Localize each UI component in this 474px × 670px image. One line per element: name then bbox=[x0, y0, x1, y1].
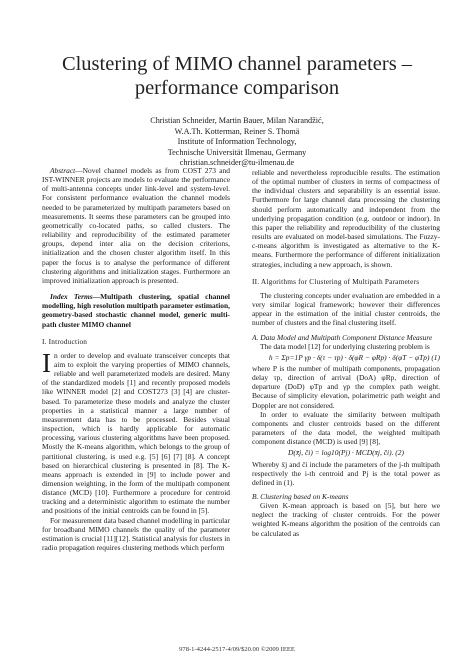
right-column bbox=[252, 168, 440, 538]
left-column bbox=[42, 166, 230, 552]
section-heading-algorithms: II. Algorithms for Clustering of Multipath Parameters bbox=[252, 276, 420, 286]
affiliation-line-2: Technische Universität Ilmenau, Germany bbox=[167, 147, 307, 157]
affiliation-line-1: Institute of Information Technology, bbox=[177, 137, 297, 147]
index-terms bbox=[42, 292, 230, 329]
right-paragraph-7: Given K-mean approach is based on [5], but here we neglect the tracking of cluster centroids. For the power weighted K-means algorithm the position of the centroids can be calculated as bbox=[252, 501, 440, 538]
right-paragraph-4: where P is the number of multipath components, propagation delay τp, direction of arrival (DoA) φRp, direction of departure (DoD) φTp and γp the complex path weight. Because of simplicity elevation, polarimetric path weight and Doppler are not considered. bbox=[252, 363, 440, 410]
index-terms-text: —Multipath clustering, spatial channel modelling, high resolution multipath parameter estimation, geometry-based stochastic channel model, generic multi-path cluster MIMO channel bbox=[42, 292, 230, 329]
right-paragraph-2: The clustering concepts under evaluation are embedded in a very similar logical framework; however their differences appear in the estimation of the initial cluster centroids, the number of clusters and the final clustering itself. bbox=[252, 290, 440, 328]
author-block bbox=[60, 116, 414, 169]
right-paragraph-5: In order to evaluate the similarity between multipath components and cluster centroids based on the different parameters of the data model, the weighted multipath component distance (MCD) is used [9] [8], bbox=[252, 409, 440, 447]
abstract-label: Abstract bbox=[50, 166, 76, 175]
author-names-2: W.A.Th. Kotterman, Reiner S. Thomä bbox=[174, 126, 300, 136]
right-paragraph-6: Whereby x̄j and c̄i include the parameters of the j-th multipath respectively the i-th centroid and Pj is the total power as defined in (1). bbox=[252, 459, 440, 487]
equation-1: h = Σp=1P γp · δ(τ − τp) · δ(φR − φRp) · δ(φT − φTp) (1) bbox=[268, 352, 440, 362]
index-terms-label: Index Terms bbox=[50, 292, 93, 302]
right-paragraph-1: reliable and nevertheless reproducible results. The estimation of the optimal number of clusters in terms of compactness of the individual clusters and separability is an essential issue. Furthermore for large channel data processing the clustering should perform automatically and independent from the underlying propagation condition (e.g. outdoor or indoor). In this paper the reliability and reproducibility of the clustering results are evaluated on model-based simulations. The Fuzzy-c-means algorithm is investigated as alternative to the K-means. Furthermore the performance of different initialization strategies, including a new approach, is shown. bbox=[252, 168, 440, 269]
subsection-heading-a: A. Data Model and Multipath Component Distance Measure bbox=[252, 332, 433, 342]
drop-cap: I bbox=[42, 347, 51, 378]
right-paragraph-3: The data model [12] for underlying clustering problem is bbox=[260, 341, 430, 351]
author-names: Christian Schneider, Martin Bauer, Milan Narandžić, bbox=[150, 116, 324, 125]
intro-paragraph-1 bbox=[42, 347, 230, 516]
section-heading-introduction: I. Introduction bbox=[42, 336, 88, 346]
subsection-heading-b: B. Clustering based on K-means bbox=[252, 492, 349, 501]
abstract bbox=[42, 166, 230, 285]
copyright-footer: 978-1-4244-2517-4/09/$20.00 ©2009 IEEE bbox=[179, 646, 295, 653]
intro-text-1: n order to develop and evaluate transceiver concepts that aim to exploit the varying properties of MIMO channels, reliable and well parameterized models are desired. Many of the standardized models [1] and recently proposed models like WINNER model [2] and COST273 [3] [4] are cluster-based. To parameterize these models and analyze the cluster properties in a statistical manner a large number of measurement data has to be processed. Besides visual inspection, which is hardly applicable for automatic processing, various clustering algorithms have been proposed. Mostly the K-means algorithm, which belongs to the group of partitional clustering, is used e.g. [5] [6] [7] [8]. A concept based on hierarchical clustering is presented in [8]. The K-means approach is extended in [9] to include power and dimension weighting, in the form of the multipath component distance (MCD) [10]. Furthermore a procedure for centroid tracking and a deterministic algorithm to estimate the number and positions of the initial centroids can be found in [5]. bbox=[42, 350, 230, 516]
author-email: christian.schneider@tu-ilmenau.de bbox=[179, 158, 295, 168]
equation-2: D(x̄j, c̄i) = log10(Pj) · MCD(x̄j, c̄i). (2) bbox=[288, 448, 404, 458]
abstract-text: —Novel channel models as from COST 273 and IST-WINNER projects are models to evaluate the performance of multi-antenna concepts under link-level and system-level. For consistent performance evaluation the channel models needed to be parameterized by multipath parameters based on measurements. It seems these parameters can be grouped into geometrically co-located paths, so called clusters. The reliability and reproducibility of the estimated parameter groups, depend inter alia on the decision criterions, initialization and the chosen cluster algorithm itself. In this paper the focus is to analyse the performance of different clustering algorithms and initialization stages. Furthermore an improved initialization approach is presented. bbox=[42, 166, 230, 285]
paper-title: Clustering of MIMO channel parameters – performance comparison bbox=[61, 53, 413, 99]
intro-paragraph-2: For measurement data based channel modelling in particular for broadband MIMO channels the quality of the parameter estimation is crucial [11][12]. Statistical analysis for clusters in radio propagation requires clustering methods which perform bbox=[42, 515, 230, 553]
